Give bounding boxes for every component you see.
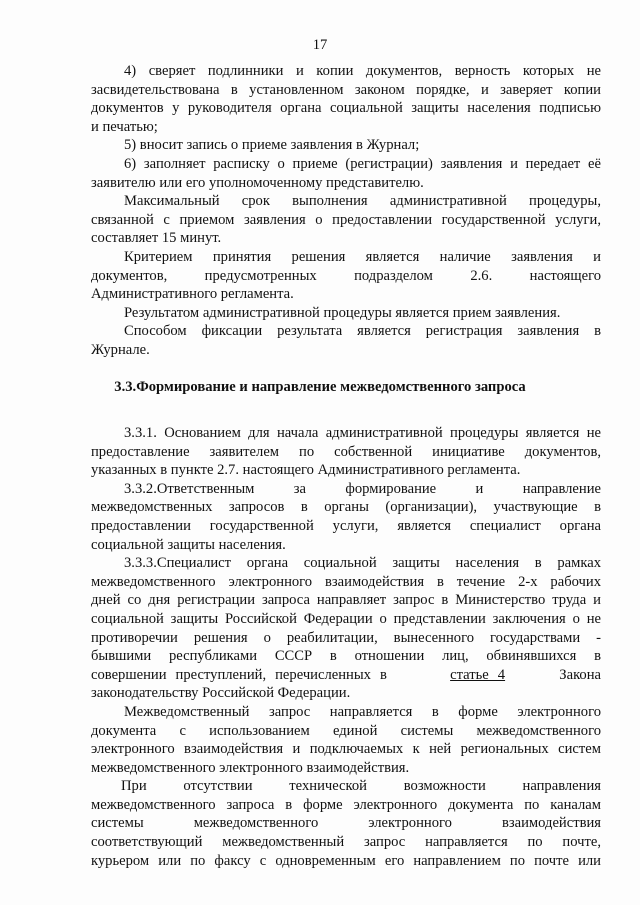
text-line: предоставление заявителем по собственной инициативе документов, — [91, 443, 601, 460]
text-line: засвидетельствована в установленном законом порядке, и заверяет копии — [91, 81, 601, 98]
text-line: электронного взаимодействия и подключаемых к ней региональных систем — [91, 741, 601, 758]
text-line: 4) сверяет подлинники и копии документов, верность которых не — [124, 63, 601, 79]
text-line: 5) вносит запись о приеме заявления в Журнал; — [124, 137, 420, 154]
text-line: документов у руководителя органа социальной защиты населения подписью — [91, 100, 601, 117]
text-line: Способом фиксации результата является регистрация заявления в — [124, 323, 601, 340]
section-heading: 3.3.Формирование и направление межведомственного запроса — [114, 379, 526, 395]
text-line: 6) заполняет расписку о приеме (регистрации) заявления и передает её — [124, 155, 601, 172]
text-line: межведомственного запроса в форме электронного документа по каналам — [91, 796, 601, 813]
text-line: межведомственного электронного взаимодействия в течение 2-х рабочих — [91, 573, 601, 590]
page-number: 17 — [312, 37, 328, 53]
text-line: бывшими республиками СССР в отношении лиц, обвинявшихся в — [91, 648, 601, 665]
text-line: межведомственных запросов в органы (организации), участвующие в — [91, 499, 601, 516]
text-block-procedure — [91, 62, 601, 360]
text-line: соответствующий межведомственный запрос направляется по почте, — [91, 834, 601, 851]
text-line: составляет 15 минут. — [91, 230, 222, 247]
text-line: Межведомственный запрос направляется в форме электронного — [124, 703, 601, 720]
text-line: Результатом административной процедуры является прием заявления. — [124, 304, 561, 321]
text-line: Максимальный срок выполнения административной процедуры, — [124, 193, 601, 210]
text-line: документов, предусмотренных подразделом 2.6. настоящего — [91, 267, 601, 284]
text-fragment: совершении преступлений, перечисленных в — [91, 666, 387, 683]
text-line: социальной защиты Российской Федерации о представлении заключения о не — [91, 610, 601, 627]
text-line: При отсутствии технической возможности направления — [121, 778, 601, 795]
text-line: противоречии решения о реабилитации, вынесенного государствами - — [91, 629, 601, 646]
text-line: социальной защиты населения. — [91, 536, 286, 553]
text-block-interagency-request — [91, 424, 601, 870]
text-line: указанных в пункте 2.7. настоящего Административного регламента. — [91, 462, 521, 479]
text-line: 3.3.2.Ответственным за формирование и направление — [124, 480, 601, 497]
text-line: дней со дня регистрации запроса направляет запрос в Министерство труда и — [91, 592, 601, 609]
text-line: законодательству Российской Федерации. — [91, 685, 351, 702]
text-line: заявителю или его уполномоченному представителю. — [91, 174, 424, 191]
text-line: Журнале. — [91, 341, 150, 358]
law-article-link[interactable]: статье 4 — [450, 666, 506, 683]
text-line: 3.3.3.Специалист органа социальной защиты населения в рамках — [124, 555, 601, 572]
text-line: и печатью; — [91, 118, 158, 135]
text-line: Административного регламента. — [91, 286, 294, 303]
text-fragment: Закона — [559, 666, 602, 683]
text-line: связанной с приемом заявления о предоставлении государственной услуги, — [91, 211, 601, 228]
text-line: 3.3.1. Основанием для начала административной процедуры является не — [124, 425, 601, 441]
text-line: межведомственного электронного взаимодействия. — [91, 759, 410, 776]
text-line-with-link — [91, 666, 601, 685]
text-line: предоставлении государственной услуги, является специалист органа — [91, 517, 601, 534]
text-line: системы межведомственного электронного взаимодействия — [91, 815, 601, 832]
text-line: курьером или по факсу с одновременным его направлением по почте или — [91, 852, 601, 869]
text-line: Критерием принятия решения является наличие заявления и — [124, 248, 601, 265]
text-line: документа с использованием единой системы межведомственного — [91, 722, 601, 739]
